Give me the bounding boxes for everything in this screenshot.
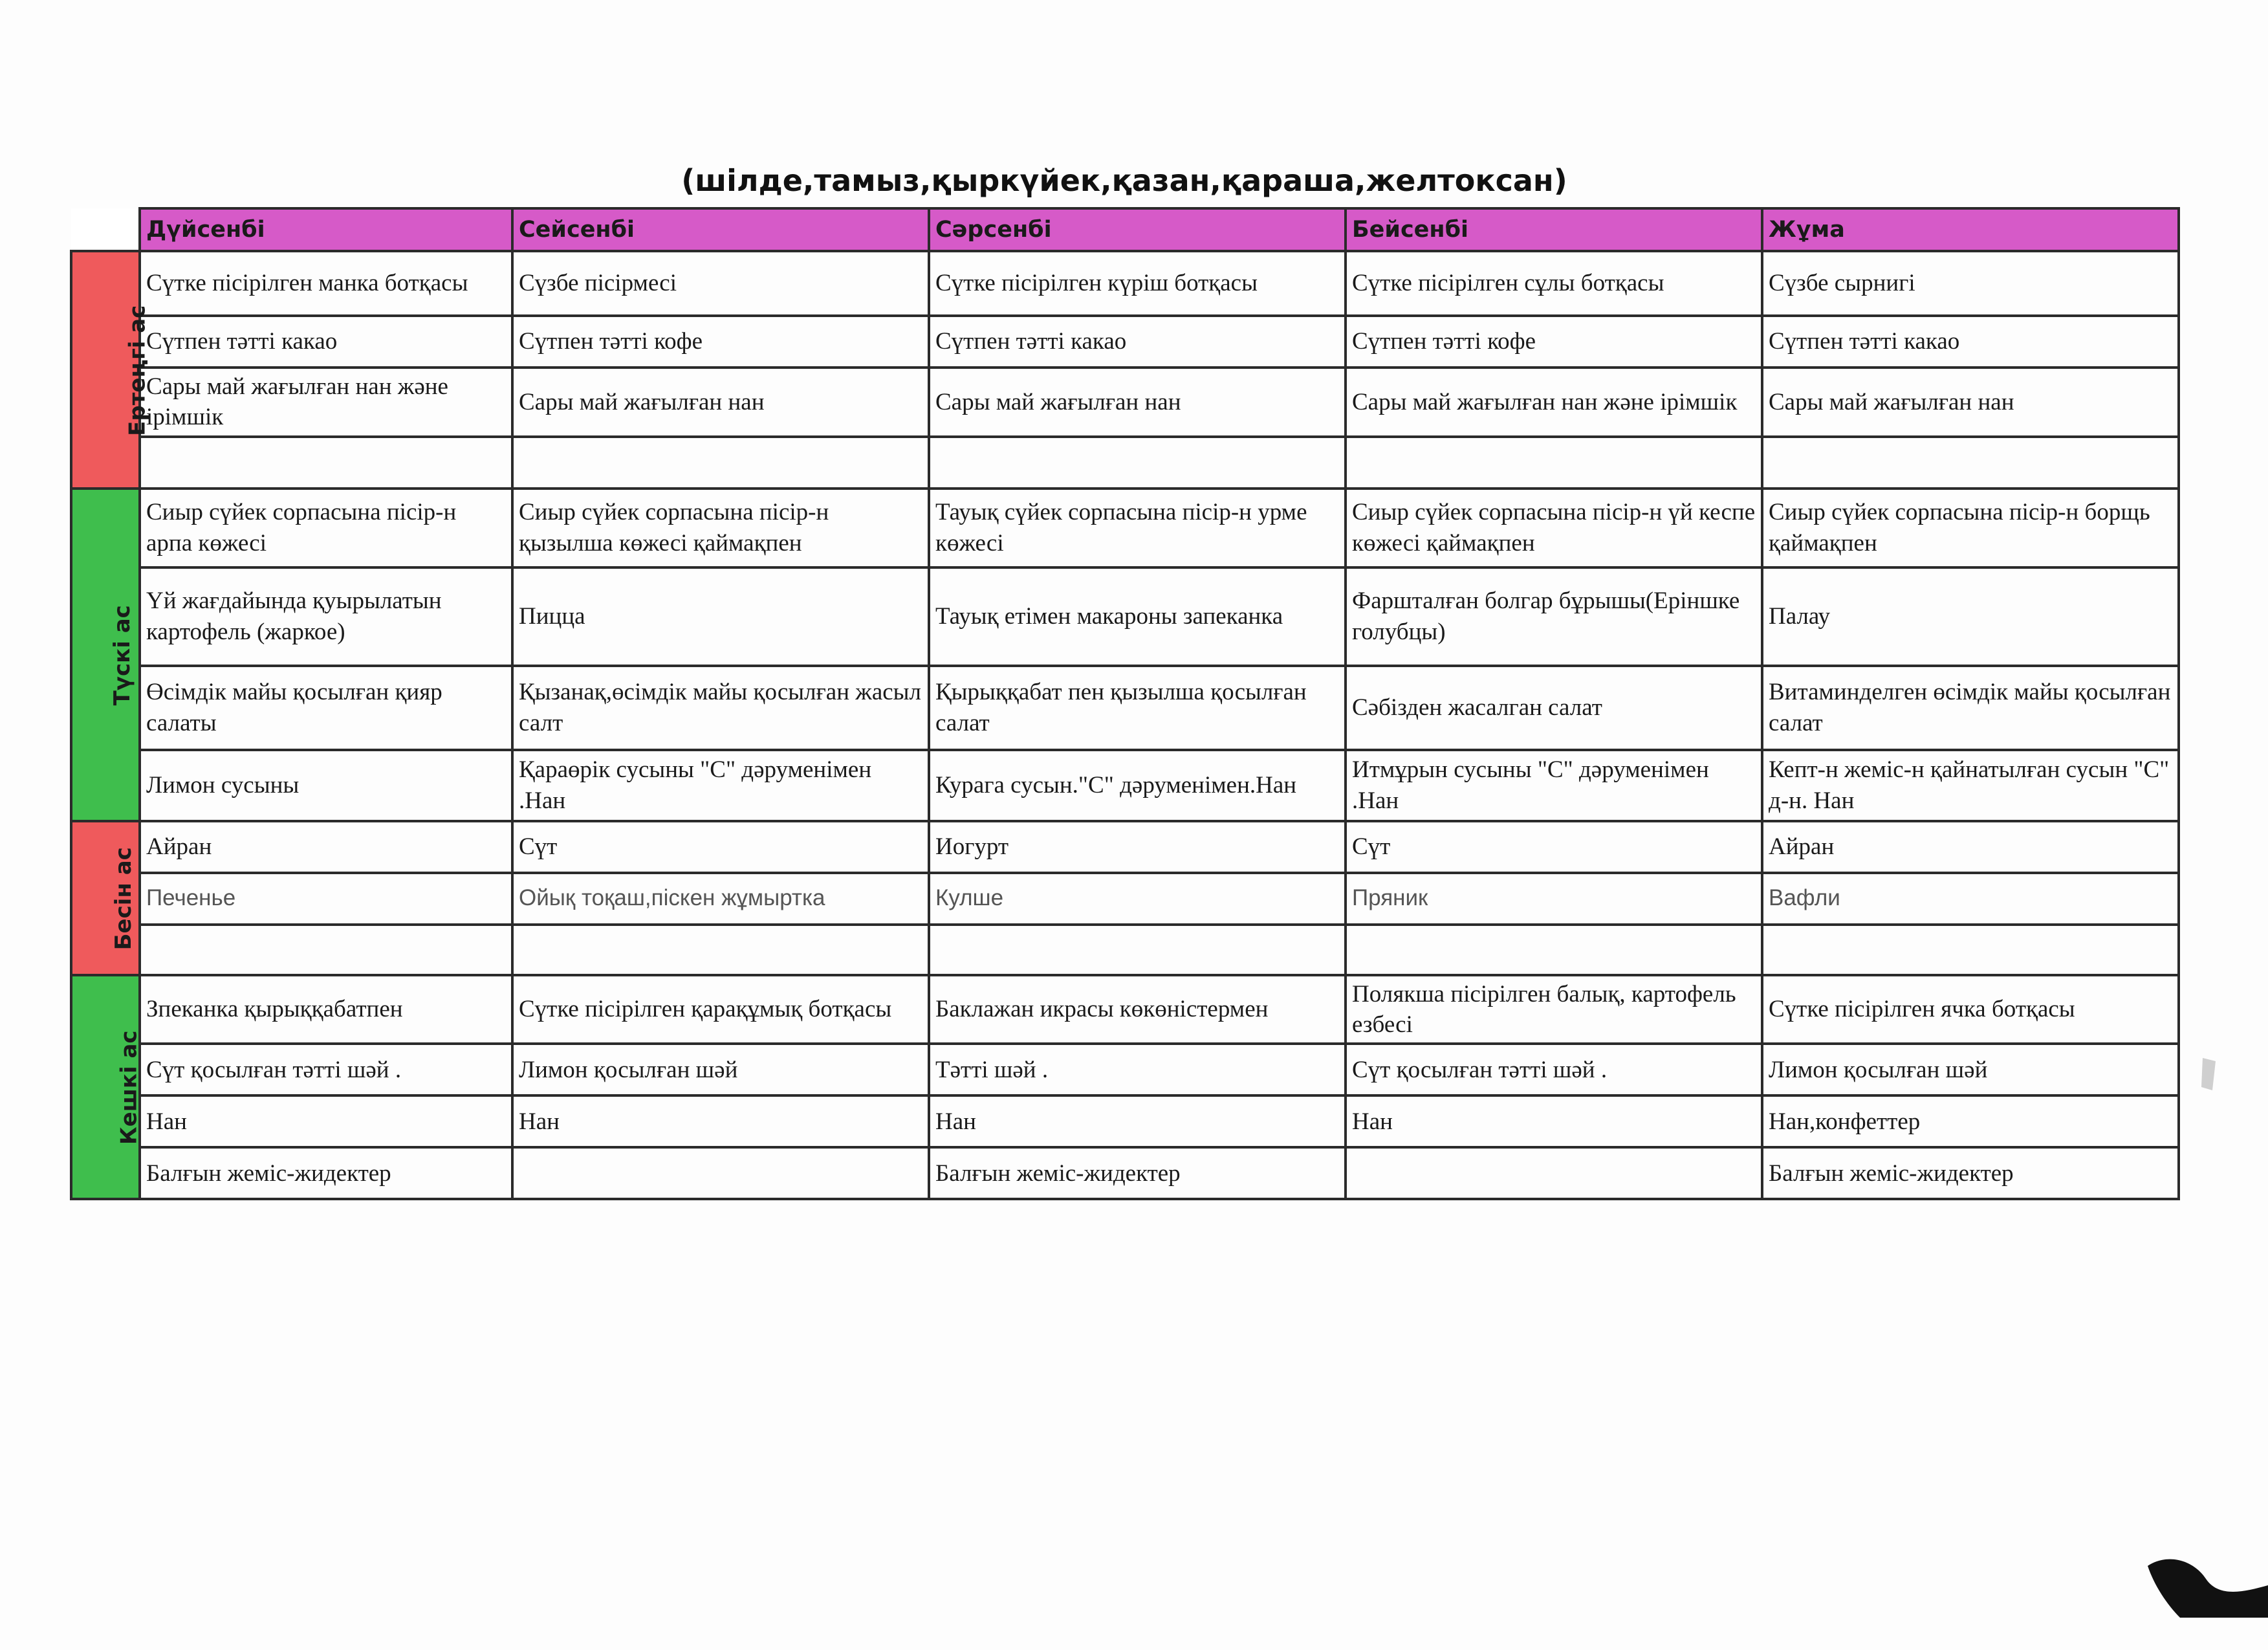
- menu-cell: [140, 925, 512, 975]
- menu-cell: Сиыр сүйек сорпасына пісір-н арпа көжесі: [140, 489, 512, 567]
- meal-label-cell: [71, 251, 151, 489]
- menu-cell: Сары май жағылған нан: [512, 368, 929, 437]
- menu-row: [71, 750, 2179, 821]
- menu-cell: Лимон қосылған шәй: [1762, 1044, 2179, 1095]
- menu-cell: [512, 1147, 929, 1199]
- menu-cell: Сүтке пісірілген қарақұмық ботқасы: [512, 975, 929, 1044]
- menu-cell: Кепт-н жеміс-н қайнатылған сусын "С" д-н. Нан: [1762, 750, 2179, 821]
- menu-cell: Нан: [929, 1095, 1346, 1147]
- menu-cell: Сиыр сүйек сорпасына пісір-н үй кеспе көжесі қаймақпен: [1346, 489, 1762, 567]
- menu-cell: Сүтке пісірілген сұлы ботқасы: [1346, 251, 1762, 316]
- menu-cell: [1346, 437, 1762, 489]
- menu-cell: Сүтпен тәтті кофе: [1346, 316, 1762, 368]
- menu-cell: Балғын жеміс-жидектер: [929, 1147, 1346, 1199]
- menu-cell: Сүтпен тәтті какао: [1762, 316, 2179, 368]
- scan-mark-icon: [2196, 1055, 2222, 1094]
- menu-cell: Балғын жеміс-жидектер: [140, 1147, 512, 1199]
- menu-row: [71, 437, 2179, 489]
- menu-row: [71, 251, 2179, 316]
- menu-cell: Сүтке пісірілген ячка ботқасы: [1762, 975, 2179, 1044]
- menu-cell: Пряник: [1346, 873, 1762, 925]
- menu-cell: Итмұрын сусыны "С" дәруменімен .Нан: [1346, 750, 1762, 821]
- meal-label-cell: [71, 975, 140, 1200]
- menu-row: [71, 821, 2179, 873]
- menu-cell: Сары май жағылған нан: [1762, 368, 2179, 437]
- menu-row: [71, 567, 2179, 666]
- menu-body: [71, 251, 2179, 1199]
- menu-cell: Қараөрік сусыны "С" дәруменімен .Нан: [512, 750, 929, 821]
- menu-cell: Сүт: [1346, 821, 1762, 873]
- menu-cell: Айран: [140, 821, 512, 873]
- menu-cell: Вафли: [1762, 873, 2179, 925]
- menu-cell: [1762, 925, 2179, 975]
- day-header-monday: Дүйсенбі: [140, 208, 512, 251]
- menu-cell: [1346, 1147, 1762, 1199]
- day-header-wednesday: Сәрсенбі: [929, 208, 1346, 251]
- menu-row: [71, 1044, 2179, 1095]
- menu-cell: Сүзбе пісірмесі: [512, 251, 929, 316]
- menu-cell: Зпеканка қырыққабатпен: [140, 975, 512, 1044]
- menu-cell: Печенье: [140, 873, 512, 925]
- menu-cell: Балғын жеміс-жидектер: [1762, 1147, 2179, 1199]
- menu-cell: Курага сусын."С" дәруменімен.Нан: [929, 750, 1346, 821]
- menu-cell: Ойық тоқаш,піскен жұмыртка: [512, 873, 929, 925]
- menu-cell: Сүзбе сырнигі: [1762, 251, 2179, 316]
- menu-row: [71, 975, 2179, 1044]
- menu-cell: [929, 925, 1346, 975]
- menu-cell: Сүтпен тәтті какао: [140, 316, 512, 368]
- menu-row: [71, 1095, 2179, 1147]
- menu-cell: [929, 437, 1346, 489]
- meal-label-cell: [71, 821, 140, 975]
- menu-cell: Қызанақ,өсімдік майы қосылған жасыл салт: [512, 666, 929, 750]
- menu-row: [71, 925, 2179, 975]
- menu-cell: Сүт қосылған тәтті шәй .: [140, 1044, 512, 1095]
- menu-row: [71, 316, 2179, 368]
- menu-cell: Нан: [1346, 1095, 1762, 1147]
- menu-cell: Сүтке пісірілген күріш ботқасы: [929, 251, 1346, 316]
- menu-cell: [1762, 437, 2179, 489]
- menu-cell: Баклажан икрасы көкөністермен: [929, 975, 1346, 1044]
- menu-cell: Тауық сүйек сорпасына пісір-н урме көжесі: [929, 489, 1346, 567]
- menu-cell: Иогурт: [929, 821, 1346, 873]
- menu-cell: Тауық етімен макароны запеканка: [929, 567, 1346, 666]
- header-corner: [71, 208, 140, 251]
- menu-cell: Сүтпен тәтті кофе: [512, 316, 929, 368]
- meal-label: Ертеңгі ас: [124, 305, 151, 436]
- meal-label: Бесін ас: [110, 847, 136, 951]
- menu-cell: [1346, 925, 1762, 975]
- menu-cell: Кулше: [929, 873, 1346, 925]
- menu-table: [70, 207, 2180, 1200]
- day-header-row: [71, 208, 2179, 251]
- menu-row: [71, 873, 2179, 925]
- menu-cell: Сүт: [512, 821, 929, 873]
- menu-cell: Сиыр сүйек сорпасына пісір-н қызылша көжесі қаймақпен: [512, 489, 929, 567]
- menu-cell: Палау: [1762, 567, 2179, 666]
- menu-cell: Сары май жағылған нан және ірімшік: [1346, 368, 1762, 437]
- menu-cell: Фаршталған болгар бұрышы(Еріншке голубцы): [1346, 567, 1762, 666]
- menu-cell: Полякша пісірілген балық, картофель езбесі: [1346, 975, 1762, 1044]
- menu-cell: Тәтті шәй .: [929, 1044, 1346, 1095]
- day-header-tuesday: Сейсенбі: [512, 208, 929, 251]
- menu-cell: Сары май жағылған нан және ірімшік: [140, 368, 512, 437]
- page-title: (шілде,тамыз,қыркүйек,қазан,қараша,желтоксан): [681, 163, 1567, 198]
- menu-cell: Нан,конфеттер: [1762, 1095, 2179, 1147]
- menu-cell: Сәбізден жасалган салат: [1346, 666, 1762, 750]
- menu-row: [71, 368, 2179, 437]
- menu-cell: Сиыр сүйек сорпасына пісір-н борщь қаймақпен: [1762, 489, 2179, 567]
- menu-cell: Қырыққабат пен қызылша қосылған салат: [929, 666, 1346, 750]
- menu-cell: Пицца: [512, 567, 929, 666]
- menu-cell: Үй жағдайында қуырылатын картофель (жаркое): [140, 567, 512, 666]
- menu-cell: Сүтке пісірілген манка ботқасы: [140, 251, 512, 316]
- menu-cell: [512, 925, 929, 975]
- menu-cell: Сүтпен тәтті какао: [929, 316, 1346, 368]
- meal-label: Кешкі ас: [116, 1030, 142, 1145]
- menu-cell: Сары май жағылған нан: [929, 368, 1346, 437]
- day-header-thursday: Бейсенбі: [1346, 208, 1762, 251]
- menu-cell: Өсімдік майы қосылған қияр салаты: [140, 666, 512, 750]
- menu-row: [71, 489, 2179, 567]
- menu-cell: Сүт қосылған тәтті шәй .: [1346, 1044, 1762, 1095]
- scan-smudge-icon: [2141, 1540, 2268, 1618]
- menu-row: [71, 1147, 2179, 1199]
- menu-cell: Айран: [1762, 821, 2179, 873]
- day-header-friday: Жұма: [1762, 208, 2179, 251]
- menu-cell: Лимон сусыны: [140, 750, 512, 821]
- menu-cell: Лимон қосылған шәй: [512, 1044, 929, 1095]
- menu-row: [71, 666, 2179, 750]
- meal-label: Түскі ас: [109, 605, 135, 706]
- menu-cell: [140, 437, 512, 489]
- menu-cell: [512, 437, 929, 489]
- meal-label-cell: [71, 489, 140, 821]
- menu-cell: Витаминделген өсімдік майы қосылған салат: [1762, 666, 2179, 750]
- menu-cell: Нан: [512, 1095, 929, 1147]
- menu-cell: Нан: [140, 1095, 512, 1147]
